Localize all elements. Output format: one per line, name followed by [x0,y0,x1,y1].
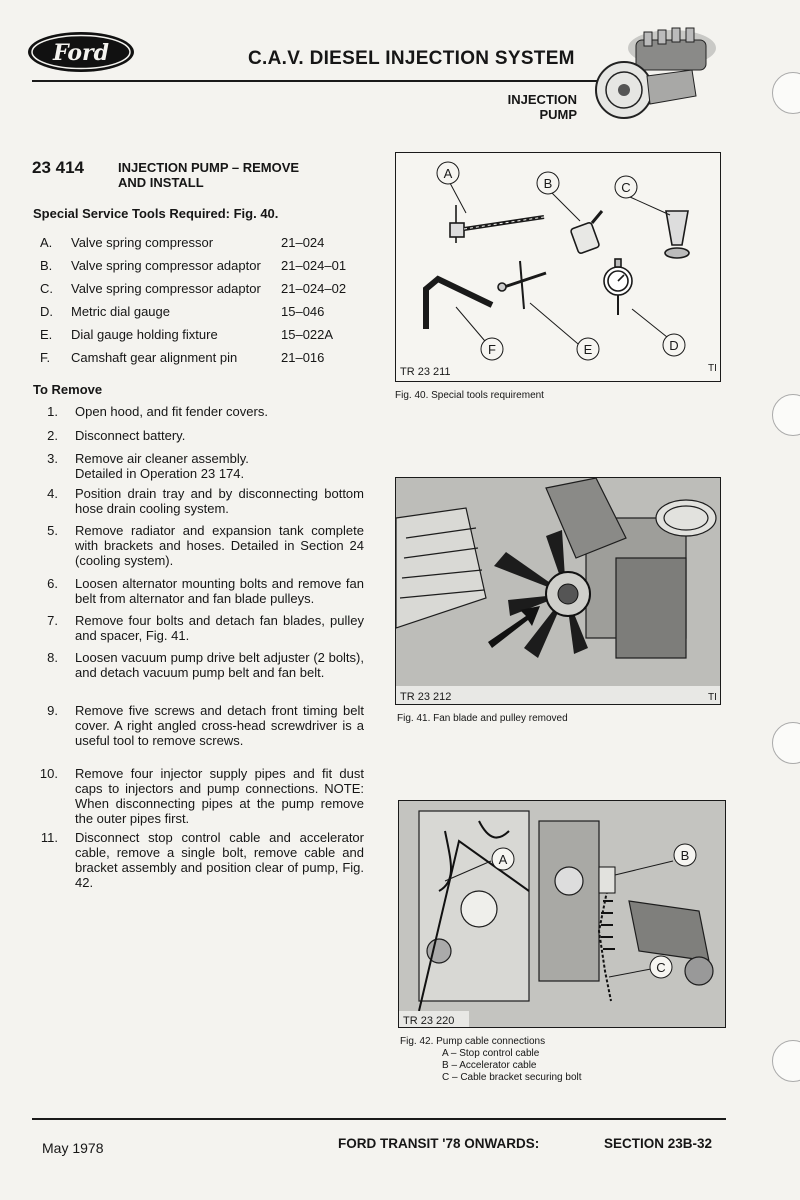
figure-40-label-f [481,338,503,360]
step-number: 2. [47,428,58,443]
operation-number: 23 414 [32,158,84,177]
step-text: Disconnect battery. [75,428,186,443]
figure-40-label-e [577,338,599,360]
step-text: Remove radiator and expansion tank complete with brackets and hoses. Detailed in Section 24 (cooling system). [75,523,364,568]
binder-hole [772,1040,800,1082]
step-text: Remove five screws and detach front timing belt cover. A right angled cross-head screwdriver is a useful tool to remove screws. [75,703,364,748]
svg-text:C: C [656,960,666,975]
step-number: 6. [47,576,58,591]
figure-42-ref: TR 23 220 [403,1015,455,1027]
header-rule [32,80,602,82]
tool-row [40,350,380,368]
svg-text:A: A [498,852,508,867]
tool-name: Valve spring compressor adaptor [71,258,261,273]
figure-40-label-d [663,334,685,356]
subtitle-line-1: INJECTION [507,92,577,107]
figure-40-label-a [437,162,459,184]
injection-pump-illustration [592,26,722,126]
step-text: Loosen vacuum pump drive belt adjuster (2 bolts), and detach vacuum pump belt and fan belt. [75,650,364,680]
tool-name: Valve spring compressor adaptor [71,281,261,296]
figure-40-ref: TR 23 211 [400,366,451,378]
figure-40-mark: TI [708,363,717,374]
step-number: 7. [47,613,58,628]
ford-logo [26,30,136,74]
tool-letter: C. [40,281,53,296]
tool-name: Camshaft gear alignment pin [71,350,238,365]
figure-40-label-c [615,176,637,198]
footer-section: SECTION 23B-32 [604,1136,713,1151]
tool-name: Dial gauge holding fixture [71,327,218,342]
tool-letter: F. [40,350,51,365]
tool-part-number: 21–016 [281,350,325,365]
step-text: Disconnect stop control cable and accelerator cable, remove a single bolt, remove cable and bracket assembly and position clear of pump, Fig. 42. [75,830,364,890]
footer-publication: FORD TRANSIT '78 ONWARDS: [338,1136,540,1151]
figure-42-label-c [650,956,672,978]
tool-row [40,304,380,322]
tools-heading: Special Service Tools Required: Fig. 40. [33,206,279,221]
step-number: 11. [40,830,58,845]
svg-text:Ford: Ford [52,40,110,66]
operation-title [118,160,358,190]
figure-40-label-b [537,172,559,194]
figure-41-ref: TR 23 212 [400,691,452,703]
tool-letter: D. [40,304,53,319]
step-text: Position drain tray and by disconnecting bottom hose drain cooling system. [75,486,364,516]
svg-text:C: C [621,180,631,195]
step-number: 9. [47,703,58,718]
step-number: 3. [47,451,58,466]
step-text: Remove air cleaner assembly. Detailed in Operation 23 174. [75,451,249,481]
tool-name: Metric dial gauge [71,304,170,319]
figure-42-legend-c: C – Cable bracket securing bolt [442,1072,582,1083]
svg-text:E: E [583,342,593,357]
operation-title-line-2: AND INSTALL [118,175,204,190]
tool-row [40,281,380,299]
figure-40-caption: Fig. 40. Special tools requirement [395,390,544,401]
step-text: Open hood, and fit fender covers. [75,404,268,419]
step-number: 5. [47,523,58,538]
tool-row [40,327,380,345]
remove-heading: To Remove [33,382,103,397]
tool-part-number: 21–024 [281,235,325,250]
operation-title-line-1: INJECTION PUMP – REMOVE [118,160,300,175]
binder-hole [772,722,800,764]
svg-text:F: F [488,342,496,357]
step-number: 10. [39,766,58,781]
figure-42-caption [400,1036,582,1084]
page-title: C.A.V. DIESEL INJECTION SYSTEM [248,48,575,69]
tool-letter: E. [40,327,53,342]
tool-part-number: 15–046 [281,304,325,319]
svg-text:B: B [680,848,690,863]
figure-42-title: Fig. 42. Pump cable connections [400,1036,546,1047]
figure-42-label-a [492,848,514,870]
step-text: Loosen alternator mounting bolts and remove fan belt from alternator and fan blade pulleys. [75,576,364,606]
tool-letter: A. [40,235,53,250]
step-number: 1. [47,404,58,419]
svg-text:D: D [669,338,679,353]
figure-41-mark: TI [708,692,717,703]
figure-42-photo [398,800,726,1028]
figure-41-photo [395,477,721,705]
tool-part-number: 21–024–02 [281,281,347,296]
tool-part-number: 21–024–01 [281,258,347,273]
figure-42-legend-a: A – Stop control cable [442,1048,540,1059]
svg-text:B: B [543,176,553,191]
svg-text:A: A [443,166,453,181]
tool-name: Valve spring compressor [71,235,214,250]
step-number: 8. [47,650,58,665]
footer-rule [32,1118,726,1120]
tool-letter: B. [40,258,53,273]
step-text: Remove four bolts and detach fan blades, pulley and spacer, Fig. 41. [75,613,364,643]
binder-hole [772,72,800,114]
footer-date: May 1978 [42,1140,104,1156]
figure-42-label-b [674,844,696,866]
binder-hole [772,394,800,436]
subtitle-line-2: PUMP [539,107,577,122]
step-text: Remove four injector supply pipes and fit dust caps to injectors and pump connections. NOTE: When disconnecting pipes at the pump remove the outer pipes first. [75,766,364,826]
figure-40-tools [395,152,721,382]
step-number: 4. [47,486,58,501]
tool-row [40,235,380,253]
special-tools-drawing [396,153,720,381]
fan-pulley-photo [396,478,720,704]
tool-row [40,258,380,276]
tool-part-number: 15–022A [281,327,334,342]
pump-cable-photo [399,801,725,1027]
figure-42-legend-b: B – Accelerator cable [442,1060,537,1071]
section-subtitle [492,92,577,122]
figure-41-caption: Fig. 41. Fan blade and pulley removed [397,713,568,724]
